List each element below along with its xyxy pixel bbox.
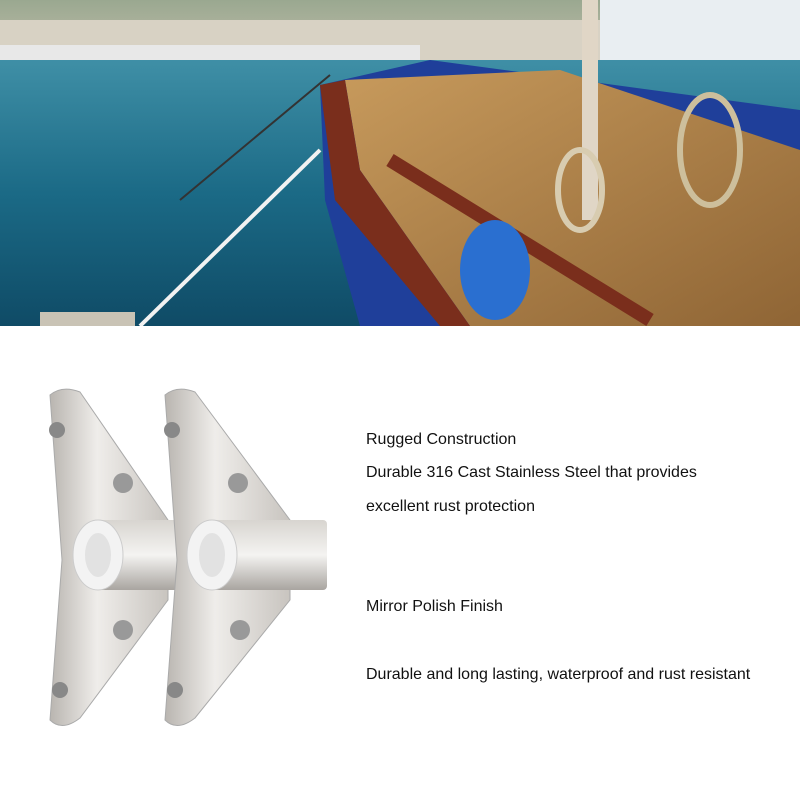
marina-boat-photo: [0, 0, 800, 326]
bracket-right: [164, 389, 327, 725]
feature-durable-waterproof: Durable and long lasting, waterproof and rust resistant: [366, 666, 751, 683]
feature-rust-protection: excellent rust protection: [366, 498, 535, 515]
feature-stainless-steel: Durable 316 Cast Stainless Steel that provides: [366, 464, 697, 481]
feature-mirror-polish: Mirror Polish Finish: [366, 598, 503, 615]
mounting-brackets-image: [0, 370, 360, 750]
feature-rugged-construction: Rugged Construction: [366, 431, 517, 448]
